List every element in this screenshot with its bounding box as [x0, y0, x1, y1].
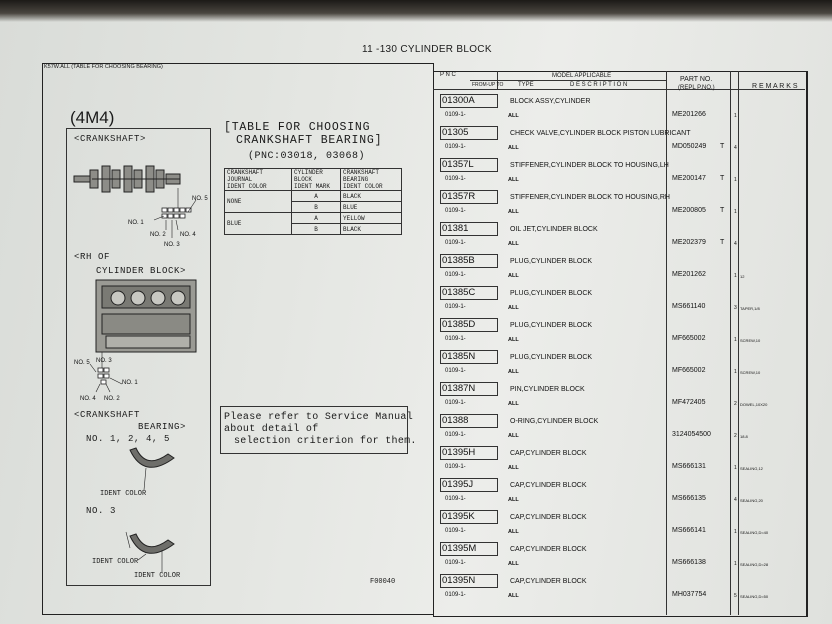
part-number: MF665002 — [672, 367, 706, 374]
pnc-code: 01395K — [440, 510, 498, 524]
crankshaft-label: <CRANKSHAFT> — [74, 134, 147, 144]
page-title: 11 -130 CYLINDER BLOCK — [362, 44, 492, 55]
from-serial: 0109-1- — [445, 240, 466, 246]
note-line: about detail of — [224, 424, 319, 435]
remark: 18.8 — [740, 434, 748, 439]
applies-to: ALL — [508, 241, 519, 247]
from-serial: 0109-1- — [445, 400, 466, 406]
remark: SEALING,D=50 — [740, 594, 769, 599]
part-description: STIFFENER,CYLINDER BLOCK TO HOUSING,LH — [510, 162, 669, 169]
part-description: PLUG,CYLINDER BLOCK — [510, 258, 593, 265]
quantity: 1 — [734, 465, 737, 471]
mark-cell: A — [292, 191, 341, 202]
col-pnc: P N C — [440, 72, 456, 78]
bearing-selection-table — [224, 168, 402, 235]
bearing-cell: BLACK — [341, 191, 402, 202]
table-row — [225, 191, 402, 202]
from-serial: 0109-1- — [445, 368, 466, 374]
remark: 12 — [740, 274, 745, 279]
part-description: CHECK VALVE,CYLINDER BLOCK PISTON LUBRICANT — [510, 130, 691, 137]
pnc-code: 01305 — [440, 126, 498, 140]
trade-mark: T — [720, 239, 725, 246]
mark-cell: A — [292, 213, 341, 224]
pnc-note: (PNC:03018, 03068) — [248, 151, 366, 162]
table-row — [225, 213, 402, 224]
applies-to: ALL — [508, 177, 519, 183]
applies-to: ALL — [508, 497, 519, 503]
col-bearing-header: CRANKSHAFT BEARING IDENT COLOR — [341, 169, 402, 191]
bearing-cell: BLACK — [341, 224, 402, 235]
bearing-cell: BLUE — [341, 202, 402, 213]
from-serial: 0109-1- — [445, 112, 466, 118]
part-description: CAP,CYLINDER BLOCK — [510, 578, 587, 585]
crank-no5-label: NO. 5 — [192, 196, 208, 202]
part-description: PLUG,CYLINDER BLOCK — [510, 290, 593, 297]
mark-cell: B — [292, 202, 341, 213]
quantity: 3 — [734, 305, 737, 311]
ident-color-label-2: IDENT COLOR — [92, 558, 139, 566]
from-serial: 0109-1- — [445, 304, 466, 310]
quantity: 4 — [734, 145, 737, 151]
from-serial: 0109-1- — [445, 176, 466, 182]
block-marks — [98, 368, 109, 384]
from-serial: 0109-1- — [445, 464, 466, 470]
part-number: MS666138 — [672, 559, 706, 566]
crank-no4-label: NO. 4 — [180, 232, 196, 238]
applies-to: ALL — [508, 593, 519, 599]
table-title-line-1: [TABLE FOR CHOOSING — [224, 121, 371, 134]
from-serial: 0109-1- — [445, 144, 466, 150]
applies-to: ALL — [508, 529, 519, 535]
col-journal-header: CRANKSHAFT JOURNAL IDENT COLOR — [225, 169, 292, 191]
remark: SEALING,12 — [740, 466, 763, 471]
crank-no3-label: NO. 3 — [164, 242, 180, 248]
part-description: OIL JET,CYLINDER BLOCK — [510, 226, 598, 233]
pnc-code: 01385C — [440, 286, 498, 300]
pnc-code: 01357R — [440, 190, 498, 204]
col-type: TYPE — [518, 82, 534, 88]
quantity: 1 — [734, 337, 737, 343]
trade-mark: T — [720, 175, 725, 182]
quantity: 1 — [734, 369, 737, 375]
crank-no2-label: NO. 2 — [150, 232, 166, 238]
part-description: O-RING,CYLINDER BLOCK — [510, 418, 599, 425]
applies-to: ALL — [508, 337, 519, 343]
remark: SCREW,10 — [740, 338, 761, 343]
part-number: ME201266 — [672, 111, 706, 118]
pnc-code: 01388 — [440, 414, 498, 428]
remark: SEALING,D=40 — [740, 530, 769, 535]
part-number: MS666135 — [672, 495, 706, 502]
quantity: 1 — [734, 273, 737, 279]
col-divider — [666, 71, 667, 615]
applies-to: ALL — [508, 305, 519, 311]
pnc-code: 01385D — [440, 318, 498, 332]
table-title-line-2: CRANKSHAFT BEARING] — [236, 134, 383, 147]
applies-to: ALL — [508, 273, 519, 279]
note-line: selection criterion for them. — [234, 436, 417, 447]
quantity: 2 — [734, 401, 737, 407]
part-number: MF665002 — [672, 335, 706, 342]
ident-color-label-1: IDENT COLOR — [100, 490, 147, 498]
col-divider — [730, 71, 731, 615]
block-no3-label: NO. 3 — [96, 358, 112, 364]
pnc-code: 01395M — [440, 542, 498, 556]
note-text — [224, 412, 417, 448]
mark-cell: B — [292, 224, 341, 235]
from-serial: 0109-1- — [445, 208, 466, 214]
from-serial: 0109-1- — [445, 560, 466, 566]
remark: SCREW,10 — [740, 370, 761, 375]
pnc-code: 01395N — [440, 574, 498, 588]
bearing-table-title — [224, 121, 382, 147]
col-from: FROM-UP TO — [472, 82, 504, 88]
note-line: Please refer to Service Manual — [224, 412, 414, 423]
applies-to: ALL — [508, 145, 519, 151]
bearing-shell-upper — [130, 448, 174, 490]
journal-cell: BLUE — [225, 213, 292, 235]
bearing-shell-lower — [126, 532, 174, 572]
col-model: MODEL APPLICABLE — [552, 73, 612, 79]
journal-marks — [162, 208, 191, 218]
from-serial: 0109-1- — [445, 432, 466, 438]
part-description: PLUG,CYLINDER BLOCK — [510, 322, 593, 329]
bearing-cell: YELLOW — [341, 213, 402, 224]
ident-color-label-3: IDENT COLOR — [134, 572, 181, 580]
block-no2-label: NO. 2 — [104, 396, 120, 402]
part-description: CAP,CYLINDER BLOCK — [510, 546, 587, 553]
quantity: 4 — [734, 241, 737, 247]
quantity: 1 — [734, 529, 737, 535]
applies-to: ALL — [508, 433, 519, 439]
part-description: PLUG,CYLINDER BLOCK — [510, 354, 593, 361]
page-edge-shadow — [0, 0, 832, 22]
trade-mark: T — [720, 143, 725, 150]
quantity: 1 — [734, 177, 737, 183]
part-description: CAP,CYLINDER BLOCK — [510, 482, 587, 489]
quantity: 1 — [734, 209, 737, 215]
header-divider — [433, 89, 805, 90]
part-description: PIN,CYLINDER BLOCK — [510, 386, 585, 393]
part-number: MF472405 — [672, 399, 706, 406]
quantity: 4 — [734, 497, 737, 503]
quantity: 1 — [734, 113, 737, 119]
from-serial: 0109-1- — [445, 496, 466, 502]
applies-to: ALL — [508, 401, 519, 407]
part-description: CAP,CYLINDER BLOCK — [510, 514, 587, 521]
sub-divider — [470, 80, 666, 81]
part-number: MS661140 — [672, 303, 706, 310]
journal-cell: NONE — [225, 191, 292, 213]
pnc-code: 01395J — [440, 478, 498, 492]
col-partno: PART NO. — [680, 76, 713, 83]
remark: DOWEL,10X20 — [740, 402, 768, 407]
bearing-label-2: BEARING> — [138, 422, 187, 432]
part-number: 3124054500 — [672, 431, 711, 438]
pnc-code: 01395H — [440, 446, 498, 460]
pnc-code: 01385N — [440, 350, 498, 364]
quantity: 5 — [734, 593, 737, 599]
part-number: ME200805 — [672, 207, 706, 214]
crank-no1-label: NO. 1 — [128, 220, 144, 226]
col-divider — [738, 71, 739, 615]
applies-to: ALL — [508, 465, 519, 471]
leader-lines — [154, 188, 196, 238]
col-remarks: R E M A R K S — [752, 83, 798, 90]
pnc-code: 01381 — [440, 222, 498, 236]
crankshaft-block-diagram — [66, 128, 210, 585]
table-header-row — [225, 169, 402, 191]
engine-code: (4M4) — [70, 108, 115, 127]
quantity: 1 — [734, 561, 737, 567]
from-serial: 0109-1- — [445, 336, 466, 342]
bearing-label-1: <CRANKSHAFT — [74, 410, 141, 420]
block-no4-label: NO. 4 — [80, 396, 96, 402]
pnc-code: 01385B — [440, 254, 498, 268]
bearing-group-1: NO. 1, 2, 4, 5 — [86, 434, 171, 444]
col-repl: (REPL P.NO.) — [678, 85, 715, 91]
part-number: ME202379 — [672, 239, 706, 246]
part-description: CAP,CYLINDER BLOCK — [510, 450, 587, 457]
part-number: MS666141 — [672, 527, 706, 534]
col-desc: D E S C R I P T I O N — [570, 82, 628, 88]
applies-to: ALL — [508, 113, 519, 119]
bearing-group-2: NO. 3 — [86, 506, 117, 516]
part-description: STIFFENER,CYLINDER BLOCK TO HOUSING,RH — [510, 194, 670, 201]
parts-list-panel — [433, 71, 808, 617]
applies-to: ALL — [508, 209, 519, 215]
part-number: MH037754 — [672, 591, 707, 598]
block-no5-label: NO. 5 — [74, 360, 90, 366]
part-number: ME200147 — [672, 175, 706, 182]
crankshaft-illustration — [74, 166, 180, 192]
rh-label-2: CYLINDER BLOCK> — [96, 266, 187, 276]
from-serial: 0109-1- — [445, 592, 466, 598]
from-serial: 0109-1- — [445, 272, 466, 278]
remark: TAPER,1/8 — [740, 306, 760, 311]
pnc-code: 01300A — [440, 94, 498, 108]
part-number: MD050249 — [672, 143, 707, 150]
part-description: BLOCK ASSY,CYLINDER — [510, 98, 591, 105]
from-serial: 0109-1- — [445, 528, 466, 534]
pnc-code: 01387N — [440, 382, 498, 396]
panel-tag: K57W.ALL (TABLE FOR CHOOSING BEARING) — [44, 64, 163, 70]
applies-to: ALL — [508, 561, 519, 567]
part-number: ME201262 — [672, 271, 706, 278]
remark: SEALING,D=28 — [740, 562, 769, 567]
remark: SEALING,20 — [740, 498, 763, 503]
pnc-code: 01357L — [440, 158, 498, 172]
applies-to: ALL — [508, 369, 519, 375]
rh-label-1: <RH OF — [74, 252, 111, 262]
cylinder-block-illustration — [96, 280, 196, 352]
figure-code: F00040 — [370, 578, 396, 586]
col-block-header: CYLINDER BLOCK IDENT MARK — [292, 169, 341, 191]
part-number: MS666131 — [672, 463, 706, 470]
quantity: 2 — [734, 433, 737, 439]
trade-mark: T — [720, 207, 725, 214]
block-no1-label: NO. 1 — [122, 380, 138, 386]
